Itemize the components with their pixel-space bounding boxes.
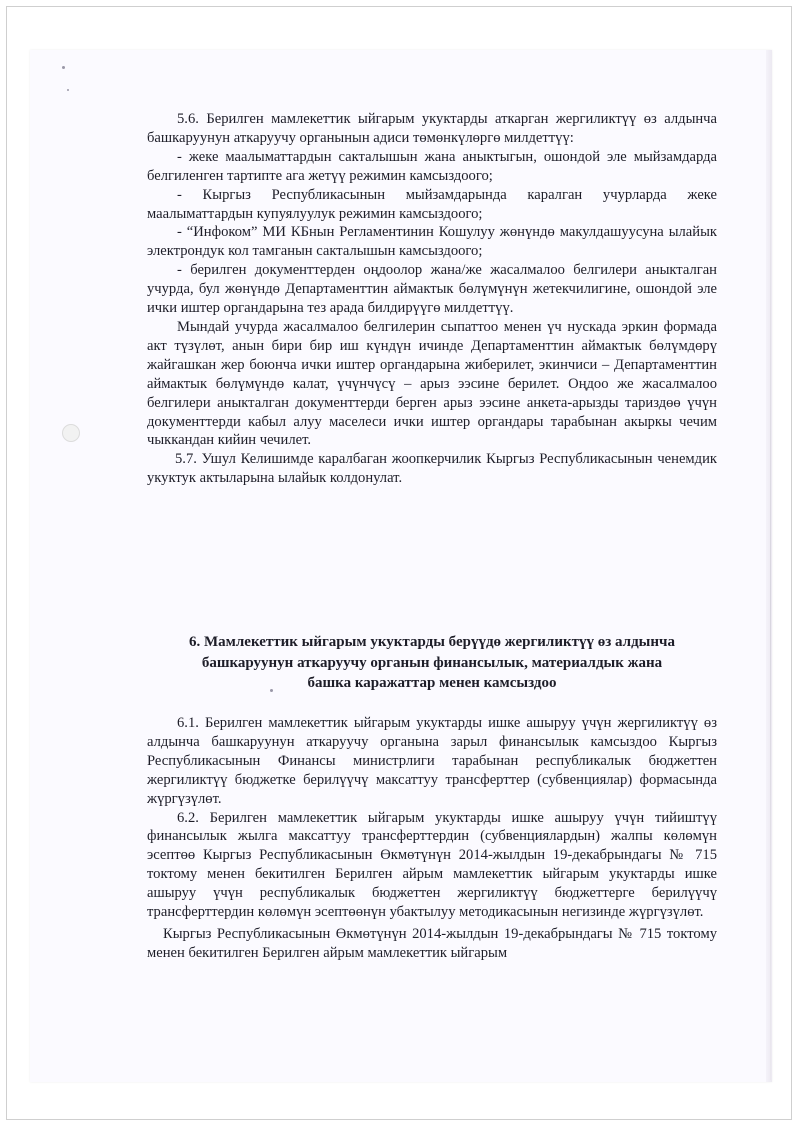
punch-hole-mark	[62, 424, 80, 442]
scan-edge-line	[770, 120, 771, 1080]
section-6-body	[147, 714, 717, 963]
paragraph-5-6: 5.6. Берилген мамлекеттик ыйгарым укуктарды аткарган жергиликтүү өз алдынча башкаруунун аткаруучу органынын адиси төмөнкүлөргө милдеттүү:	[147, 111, 717, 146]
section-6-heading	[145, 632, 719, 694]
heading-line: башка каражаттар менен камсыздоо	[307, 675, 557, 691]
scan-speck	[62, 66, 65, 69]
paragraph-6-1: 6.1. Берилген мамлекеттик ыйгарым укуктарды ишке ашыруу үчүн жергиликтүү өз алдынча башкаруунун аткаруучу органына зарыл финансылык камсыздоо Кыргыз Республикасынын Финансы министрлиги тарабынан республикалык бюджеттен жергиликтүү бюджетке берилүүчү максаттуу трансферттер (субвенциялар) формасында жүргүзүлөт.	[147, 715, 717, 807]
scan-speck	[67, 89, 69, 91]
section-5-body	[147, 110, 717, 488]
list-item-confidentiality: - Кыргыз Республикасынын мыйзамдарында каралган учурларда жеке маалыматтардын купуялуулук режимин камсыздоого;	[147, 186, 717, 222]
list-item-forgery-report: - берилген документтерден оңдоолор жана/же жасалмалоо белгилери аныкталган учурда, бул жөнүндө Департаменттин аймактык бөлүмүнүн жетекчилигине, ошондой эле ички иштер органдарына тез арада билдирүүгө милдеттүү.	[147, 262, 717, 317]
heading-line: башкаруунун аткаруучу органын финансылык, материалдык жана	[201, 654, 663, 671]
paragraph-5-7: 5.7. Ушул Келишимде каралбаган жоопкерчилик Кыргыз Республикасынын ченемдик укуктук актыларына ылайык колдонулат.	[147, 451, 717, 487]
list-item-personal-data: - жеке маалыматтардын сакталышын жана аныктыгын, ошондой эле мыйзамдарда белгиленген тартипте ага жетүү режимин камсыздоого;	[147, 148, 717, 184]
paragraph-government-decree: Кыргыз Республикасынын Өкмөтүнүн 2014-жылдын 19-декабрындагы № 715 токтому менен бекитилген Берилген айрым мамлекеттик ыйгарым	[147, 925, 717, 961]
paragraph-forgery-act: Мындай учурда жасалмалоо белгилерин сыпаттоо менен үч нускада эркин формада акт түзүлөт, анын бири бир иш күндүн ичинде Департаменттин аймактык бөлүмдөрү жайгашкан жер боюнча ички иштер органдарына жиберилет, экинчиси – Департаменттин аймактык бөлүмүндө калат, үчүнчүсү – арыз ээсине берилет. Оңдоо же жасалмалоо белгилери аныкталган документтерди берген арыз ээсине анкета-арызды тариздөө үчүн документтерди кабыл алуу маселеси ички иштер органдары тарабынан акыркы чечим чыккандан кийин чечилет.	[147, 318, 717, 449]
paragraph-6-2: 6.2. Берилген мамлекеттик ыйгарым укуктарды ишке ашыруу үчүн тийиштүү финансылык жылга максаттуу трансферттердин (субвенциялардын) жалпы көлөмүн эсептөө Кыргыз Республикасынын Өкмөтүнүн 2014-жылдын 19-декабрындагы № 715 токтому менен бекитилген Берилген айрым мамлекеттик ыйгарым укуктарды ишке ашыруу үчүн республикалык бюджеттен жергиликтүү бюджеттерге берилүүчү трансферттердин көлөмүн эсептөөнүн убактылуу методикасынын негизинде жүргүзүлөт.	[147, 809, 717, 921]
page-edge-shadow	[766, 50, 772, 1082]
heading-line: 6. Мамлекеттик ыйгарым укуктарды берүүдө жергиликтүү өз алдынча	[189, 634, 675, 650]
list-item-e-signature: - “Инфоком” МИ КБнын Регламентинин Кошулуу жөнүндө макулдашуусуна ылайык электрондук кол тамганын сакталышын камсыздоого;	[147, 224, 717, 260]
